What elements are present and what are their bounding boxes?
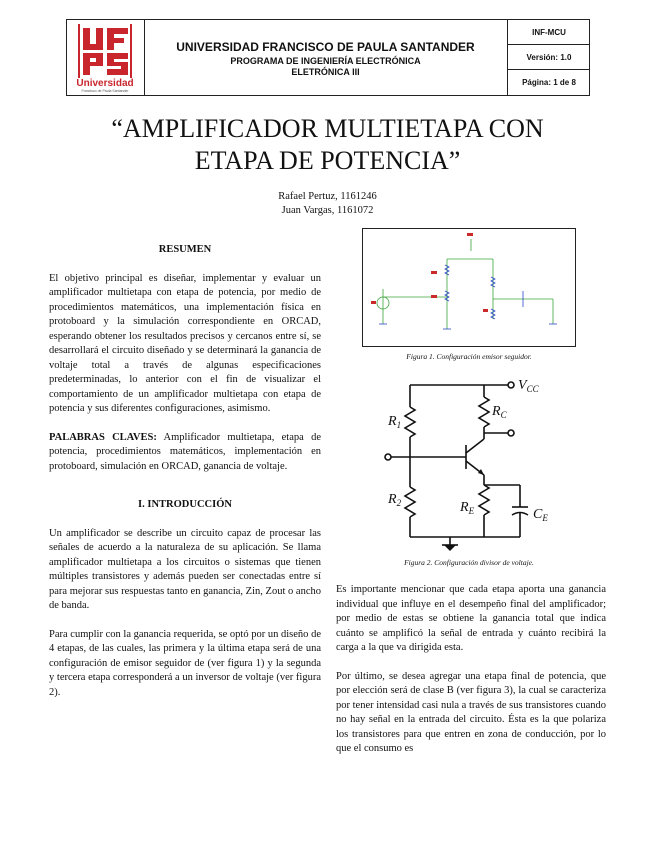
logo-subtext: Francisco de Paula Santander [81, 89, 129, 93]
author-1: Rafael Pertuz, 1161246 [278, 191, 377, 202]
label-re: $R_E$ [460, 500, 475, 516]
page-indicator: Página: 1 de 8 [522, 78, 576, 87]
abstract-text: El objetivo principal es diseñar, implementar y evaluar un amplificador multietapa con etapa de potencia, por medio de procedimientos matemáticos, una implementación física en protoboard y la simulación correspondiente en ORCAD, esperando obtener los resultados precisos y cercanos entre sí, se desarrollará el circuito diseñado y se determinará la ganancia de voltaje total a través de algunas especificaciones predeterminadas, lo anterior con el fin de visualizar el comportamiento de un amplificador multietapa con etapa de potencia y sus diferentes configuraciones, asimismo. [49, 272, 321, 414]
author-2: Juan Vargas, 1161072 [281, 205, 374, 216]
emitter-follower-schematic-icon [363, 229, 575, 346]
label-r2: $R_2$ [388, 492, 402, 508]
keywords-label: PALABRAS CLAVES: [49, 431, 157, 443]
intro-paragraph-1: Un amplificador se describe un circuito capaz de procesar las señales de acuerdo a la naturaleza de su aplicación. Se llama amplificador multietapa a los circuitos o sistemas que tienen múltiples transistores y además pueden ser conectadas entre sí para mejorar sus respuestas tanto en ganancia, Zin, Zout o ancho de banda. [49, 527, 321, 611]
intro-heading: I. INTRODUCCIÓN [138, 499, 232, 510]
label-r1: $R_1$ [388, 414, 402, 430]
label-ce: $C_E$ [533, 507, 548, 523]
document-header [66, 19, 590, 96]
label-vcc: $V_{CC}$ [518, 378, 539, 394]
university-name: UNIVERSIDAD FRANCISCO DE PAULA SANTANDER [176, 40, 475, 54]
right-column [336, 583, 606, 757]
document-code: INF-MCU [508, 20, 590, 45]
header-meta-column [507, 20, 590, 95]
figure-1-schematic [362, 228, 576, 347]
title-line-1: “AMPLIFICADOR MULTIETAPA CON [111, 114, 544, 143]
intro-paragraph-2: Para cumplir con la ganancia requerida, se optó por un diseño de 4 etapas, de las cuales, las primera y la última etapa será de una configuración de emisor seguidor de (ver figura 1) y la segunda y tercera etapa corresponderá a un inversor de voltaje (ver figura 2). [49, 628, 321, 698]
figure-1-caption: Figura 1. Configuración emisor seguidor. [406, 352, 532, 361]
program-line-2: ELETRÓNICA III [291, 67, 360, 77]
document-version: Versión: 1.0 [508, 45, 590, 70]
program-line-1: PROGRAMA DE INGENIERÍA ELECTRÓNICA [230, 56, 421, 66]
authors [160, 190, 495, 218]
right-paragraph-1: Es importante mencionar que cada etapa aporta una ganancia individual que influye en el desempeño final del amplificador; por medio de estas se obtiene la ganancia total que indica cuánto se amplificó la señal de entrada y cuánto recibirá la carga a la que va dirigida esta. [336, 584, 606, 653]
abstract-heading: RESUMEN [158, 244, 212, 255]
paper-title [60, 113, 595, 177]
keywords-text: Amplificador multietapa, etapa de potencia, procedimientos matemáticos, implementación en protoboard, simulación en ORCAD, ganancia de voltaje. [49, 431, 321, 472]
figure-2-schematic [380, 373, 580, 553]
right-paragraph-2: Por último, se desea agregar una etapa final de potencia, que por elección será de clase B (ver figura 3), la cual se caracteriza por tener intensidad casi nula a través de sus transistores cuando no hay señal en la entrada del circuito. Ésta es la que polariza los transistores para que entren en zona de conducción, por lo que el consumo es [336, 670, 607, 754]
keywords-paragraph [49, 431, 321, 475]
label-rc: $R_C$ [492, 404, 507, 420]
voltage-divider-schematic-icon [380, 373, 580, 553]
title-line-2: ETAPA DE POTENCIA” [194, 146, 461, 175]
left-column [49, 243, 321, 700]
figure-2-caption: Figura 2. Configuración divisor de voltaje. [404, 558, 534, 567]
logo-word: Universidad [76, 78, 134, 89]
